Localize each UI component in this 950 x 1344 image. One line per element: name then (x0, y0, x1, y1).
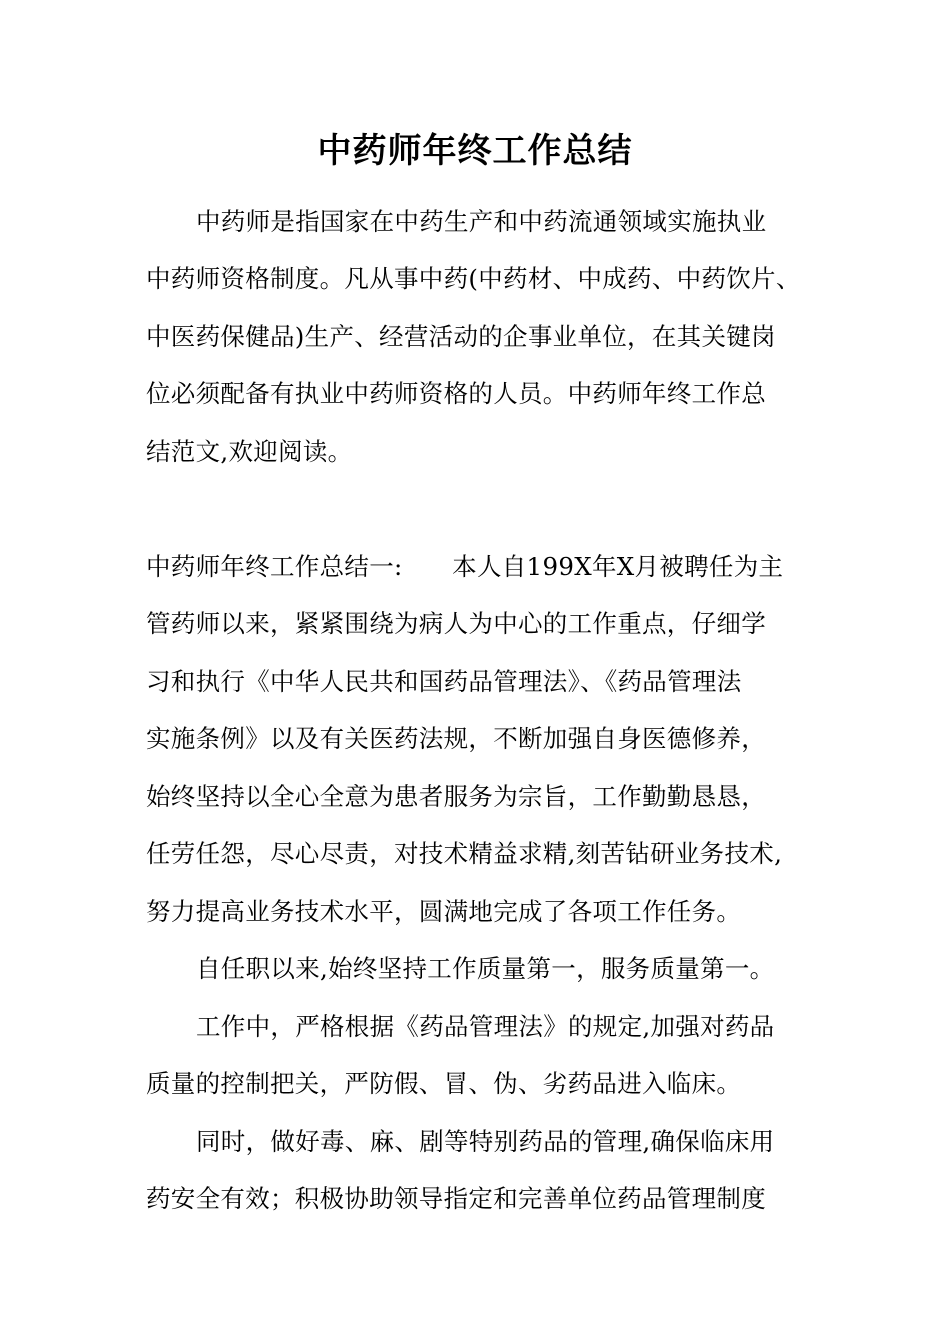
paragraph-line: 药安全有效；积极协助领导指定和完善单位药品管理制度 (146, 1184, 766, 1213)
paragraph-line: 同时，做好毒、麻、剧等特别药品的管理,确保临床用 (196, 1127, 775, 1156)
paragraph-line: 结范文,欢迎阅读。 (146, 437, 353, 466)
paragraph-line: 实施条例》以及有关医药法规，不断加强自身医德修养， (146, 724, 766, 753)
paragraph-line: 工作中，严格根据《药品管理法》的规定,加强对药品 (196, 1012, 775, 1041)
paragraph-line: 质量的控制把关，严防假、冒、伪、劣药品进入临床。 (146, 1069, 742, 1098)
paragraph-line: 管药师以来，紧紧围绕为病人为中心的工作重点，仔细学 (146, 609, 766, 638)
paragraph-line: 中药师年终工作总结一: 本人自199X年X月被聘任为主 (146, 552, 784, 581)
paragraph-line: 中医药保健品)生产、经营活动的企事业单位，在其关键岗 (146, 322, 776, 351)
paragraph-line: 努力提高业务技术水平，圆满地完成了各项工作任务。 (146, 897, 742, 926)
paragraph-line: 习和执行《中华人民共和国药品管理法》、《药品管理法 (146, 667, 742, 696)
paragraph-line: 始终坚持以全心全意为患者服务为宗旨，工作勤勤恳恳， (146, 782, 766, 811)
paragraph-line: 中药师是指国家在中药生产和中药流通领域实施执业 (196, 207, 767, 236)
document-title: 中药师年终工作总结 (317, 131, 633, 171)
paragraph-line: 位必须配备有执业中药师资格的人员。中药师年终工作总 (146, 379, 766, 408)
paragraph-line: 自任职以来,始终坚持工作质量第一，服务质量第一。 (196, 954, 775, 983)
paragraph-line: 任劳任怨，尽心尽责，对技术精益求精,刻苦钻研业务技术, (146, 839, 783, 868)
paragraph-line: 中药师资格制度。凡从事中药(中药材、中成药、中药饮片、 (146, 264, 801, 293)
